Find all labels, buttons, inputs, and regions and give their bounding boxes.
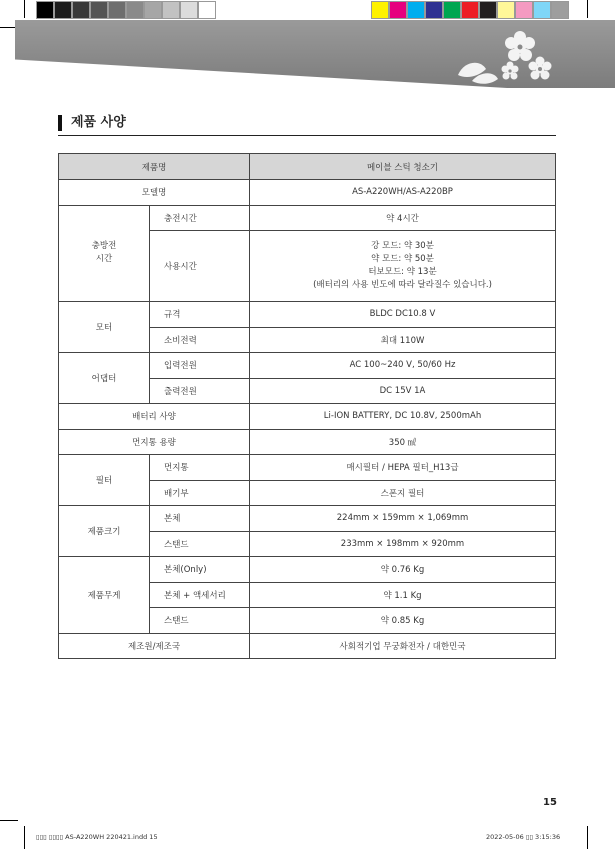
color-swatch <box>533 1 551 19</box>
color-swatch <box>180 1 198 19</box>
filter-dust-bin-label: 먼지통 <box>150 455 250 481</box>
adapter-output-value: DC 15V 1A <box>250 378 556 404</box>
table-row <box>59 302 556 328</box>
color-calibration-bar <box>371 1 569 19</box>
color-swatch <box>36 1 54 19</box>
color-swatch <box>551 1 569 19</box>
print-slug-filename: ▯▯▯ ▯▯▯▯ AS-A220WH 220421.indd 15 <box>36 833 158 841</box>
model-value: AS-A220WH/AS-A220BP <box>250 180 556 206</box>
manufacturer-value: 사회적기업 무궁화전자 / 대한민국 <box>250 633 556 659</box>
size-body-label: 본체 <box>150 506 250 532</box>
motor-power-label: 소비전력 <box>150 327 250 353</box>
charge-time-label: 충전시간 <box>150 205 250 231</box>
flower-leaf-decoration-icon <box>450 25 560 90</box>
page-number: 15 <box>543 797 557 808</box>
size-stand-value: 233mm × 198mm × 920mm <box>250 531 556 557</box>
spec-table <box>58 153 556 659</box>
weight-stand-label: 스탠드 <box>150 608 250 634</box>
weight-body-acc-value: 약 1.1 Kg <box>250 582 556 608</box>
color-swatch <box>515 1 533 19</box>
adapter-input-value: AC 100~240 V, 50/60 Hz <box>250 353 556 379</box>
color-swatch <box>389 1 407 19</box>
color-swatch <box>108 1 126 19</box>
color-swatch <box>162 1 180 19</box>
table-row <box>59 633 556 659</box>
use-time-label: 사용시간 <box>150 231 250 302</box>
table-row <box>59 506 556 532</box>
header-product-name: 제품명 <box>59 154 250 180</box>
color-swatch <box>407 1 425 19</box>
crop-mark <box>587 0 588 18</box>
table-row <box>59 180 556 206</box>
use-time-turbo: 터보모드: 약 13분 <box>368 267 437 277</box>
table-row <box>59 455 556 481</box>
color-swatch <box>72 1 90 19</box>
motor-spec-label: 규격 <box>150 302 250 328</box>
battery-value: Li-ION BATTERY, DC 10.8V, 2500mAh <box>250 404 556 430</box>
header-product-value: 메이블 스틱 청소기 <box>250 154 556 180</box>
color-swatch <box>198 1 216 19</box>
crop-mark <box>587 826 588 849</box>
filter-dust-bin-value: 매시필터 / HEPA 필터_H13급 <box>250 455 556 481</box>
manufacturer-label: 제조원/제조국 <box>59 633 250 659</box>
charge-time-value: 약 4시간 <box>250 205 556 231</box>
color-swatch <box>443 1 461 19</box>
motor-power-value: 최대 110W <box>250 327 556 353</box>
use-time-weak: 약 모드: 약 50분 <box>371 254 434 264</box>
battery-label: 배터리 사양 <box>59 404 250 430</box>
adapter-label: 어댑터 <box>59 353 150 404</box>
color-swatch <box>479 1 497 19</box>
motor-label: 모터 <box>59 302 150 353</box>
table-row <box>59 353 556 379</box>
model-label: 모델명 <box>59 180 250 206</box>
grayscale-color-bar <box>36 1 216 19</box>
color-swatch <box>425 1 443 19</box>
adapter-output-label: 출력전원 <box>150 378 250 404</box>
size-body-value: 224mm × 159mm × 1,069mm <box>250 506 556 532</box>
dust-capacity-value: 350 ㎖ <box>250 429 556 455</box>
charge-label-line2: 시간 <box>95 254 113 265</box>
weight-body-acc-label: 본체 + 액세서리 <box>150 582 250 608</box>
table-row <box>59 205 556 231</box>
print-slug-timestamp: 2022-05-06 ▯▯ 3:15:36 <box>486 833 561 841</box>
use-time-value <box>250 231 556 302</box>
color-swatch <box>461 1 479 19</box>
crop-mark <box>24 826 25 849</box>
use-time-note: (배터리의 사용 빈도에 따라 달라질수 있습니다.) <box>313 280 492 290</box>
section-title: 제품 사양 <box>58 115 126 131</box>
weight-stand-value: 약 0.85 Kg <box>250 608 556 634</box>
weight-body-only-label: 본체(Only) <box>150 557 250 583</box>
charge-label-line1: 충방전 <box>91 241 117 252</box>
color-swatch <box>371 1 389 19</box>
filter-label: 필터 <box>59 455 150 506</box>
size-stand-label: 스탠드 <box>150 531 250 557</box>
table-row <box>59 557 556 583</box>
color-swatch <box>90 1 108 19</box>
weight-body-only-value: 약 0.76 Kg <box>250 557 556 583</box>
filter-exhaust-value: 스폰지 필터 <box>250 480 556 506</box>
size-label: 제품크기 <box>59 506 150 557</box>
table-header-row <box>59 154 556 180</box>
color-swatch <box>497 1 515 19</box>
table-row <box>59 429 556 455</box>
dust-capacity-label: 먼지통 용량 <box>59 429 250 455</box>
weight-label: 제품무게 <box>59 557 150 634</box>
color-swatch <box>144 1 162 19</box>
title-divider <box>58 135 556 136</box>
crop-mark <box>0 820 18 821</box>
color-swatch <box>126 1 144 19</box>
crop-mark <box>24 0 25 18</box>
use-time-strong: 강 모드: 약 30분 <box>371 241 434 251</box>
color-swatch <box>54 1 72 19</box>
motor-spec-value: BLDC DC10.8 V <box>250 302 556 328</box>
adapter-input-label: 입력전원 <box>150 353 250 379</box>
table-row <box>59 404 556 430</box>
filter-exhaust-label: 배기부 <box>150 480 250 506</box>
charge-group-label <box>59 205 150 302</box>
